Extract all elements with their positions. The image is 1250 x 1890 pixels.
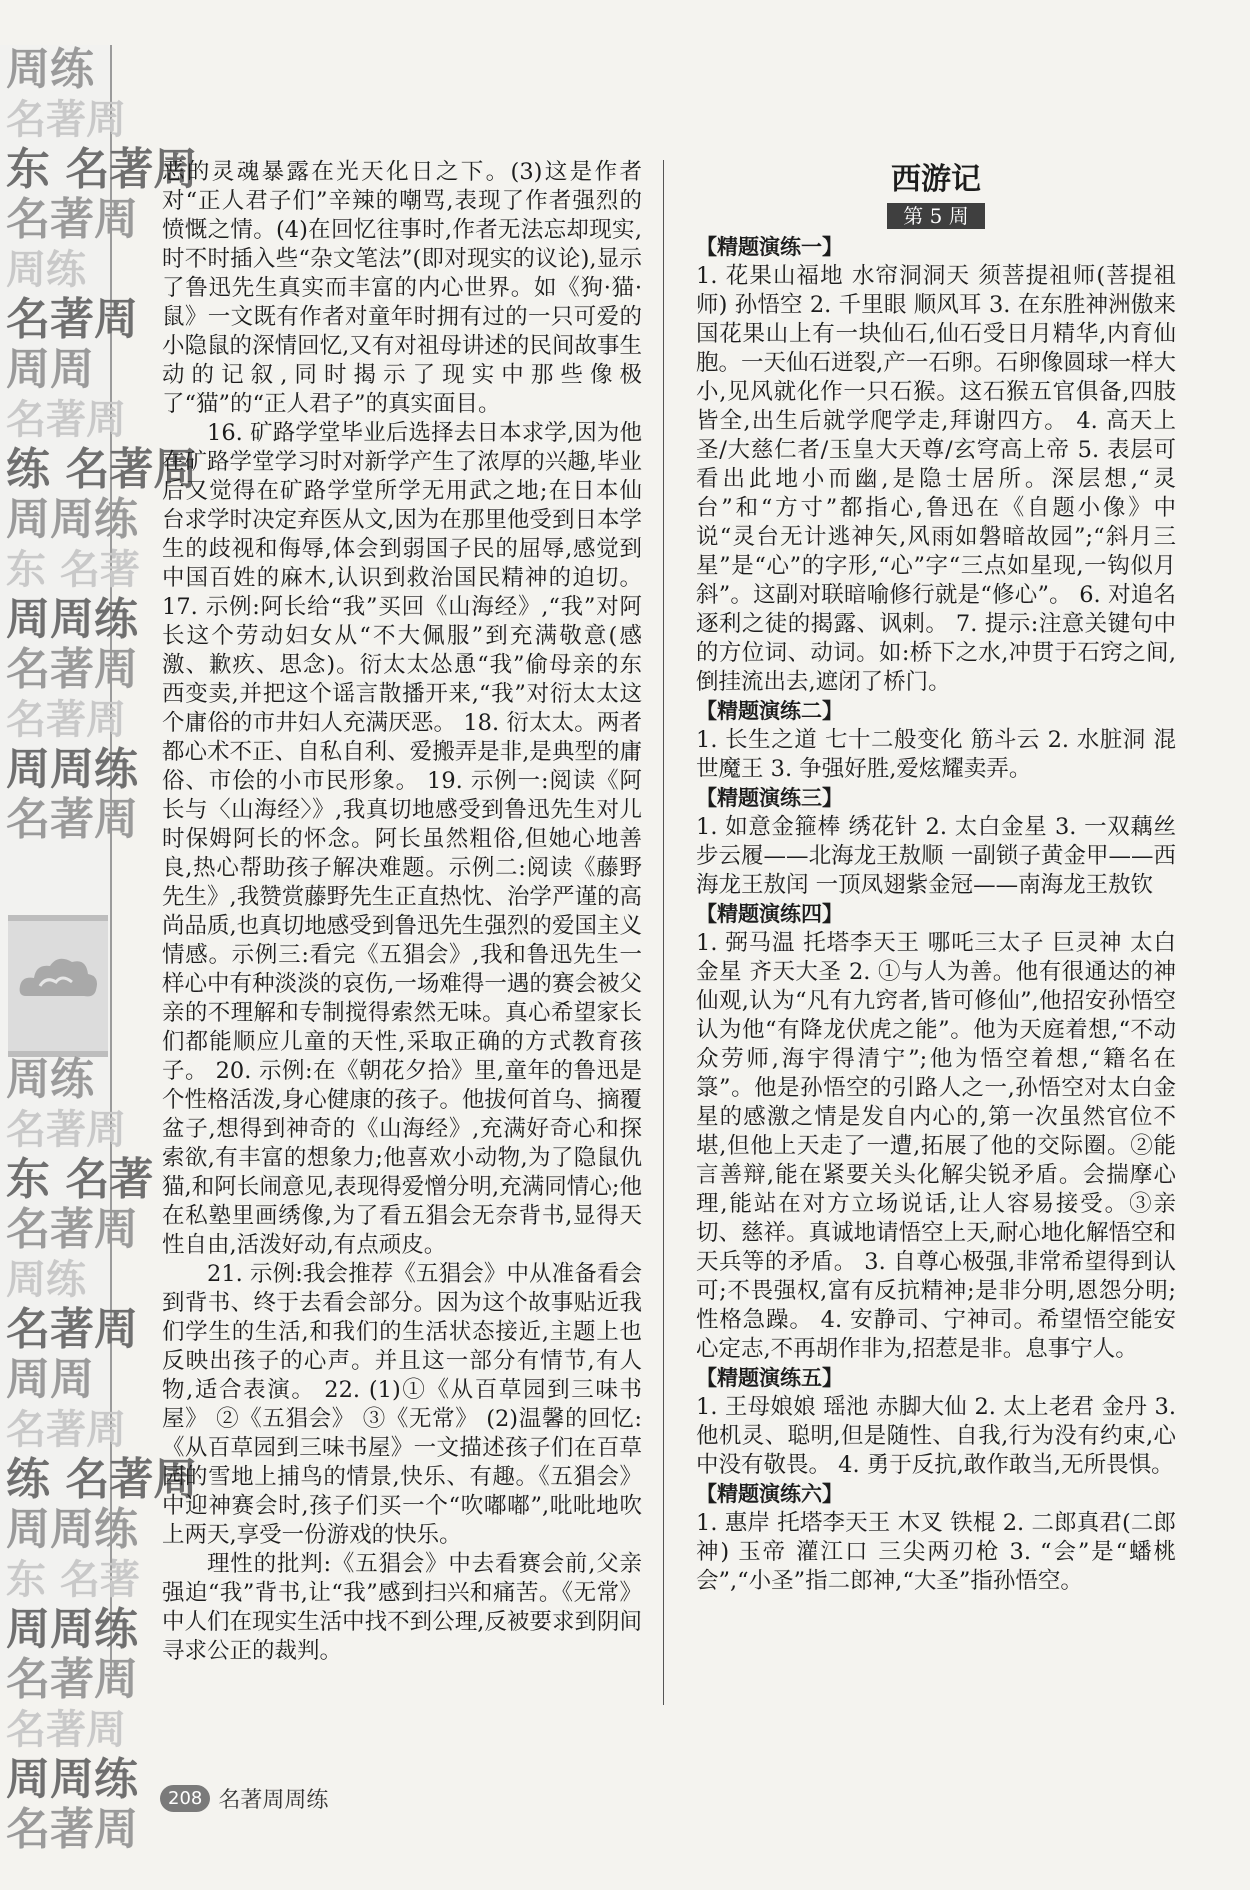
exercise-answer-3: 1. 如意金箍棒 绣花针 2. 太白金星 3. 一双藕丝步云履——北海龙王敖顺 一副锁子黄金甲——西海龙王敖闰 一顶凤翅紫金冠——南海龙王敖钦 (696, 814, 1176, 898)
watermark-line: 周周练 (6, 494, 138, 545)
watermark-line: 名著周 (6, 294, 138, 345)
exercise-heading-6: 【精题演练六】 (696, 1482, 843, 1506)
left-paragraph-2: 16. 矿路学堂毕业后选择去日本求学,因为他在矿路学堂学习时对新学产生了浓厚的兴趣,毕业后又觉得在矿路学堂所学无用武之地;在日本仙台求学时决定弃医从文,因为在那里他受到日本学生的歧视和侮辱,体会到弱国子民的屈辱,感觉到中国百姓的麻木,认识到救治国民精神的迫切。 17. 示例:阿长给“我”买回《山海经》,“我”对阿长这个劳动妇女从“不大佩服”到充满敬意(感激、歉疚、思念)。衍太太怂恿“我”偷母亲的东西变卖,并把这个谣言散播开来,“我”对衍太太这个庸俗的市井妇人充满厌恶。 18. 衍太太。两者都心术不正、自私自利、爱搬弄是非,是典型的庸俗、市侩的小市民形象。 19. 示例一:阅读《阿长与〈山海经〉》,我真切地感受到鲁迅先生对儿时保姆阿长的怀念。阿长虽然粗俗,但她心地善良,热心帮助孩子解决难题。示例二:阅读《藤野先生》,我赞赏藤野先生正直热忱、治学严谨的高尚品质,也真切地感受到鲁迅先生强烈的爱国主义情感。示例三:看完《五猖会》,我和鲁迅先生一样心中有种淡淡的哀伤,一场难得一遇的赛会被父亲的不理解和专制搅得索然无味。真心希望家长们都能顺应儿童的天性,采取正确的方式教育孩子。 20. 示例:在《朝花夕拾》里,童年的鲁迅是个性格活泼,身心健康的孩子。他拔何首乌、摘覆盆子,想得到神奇的《山海经》,充满好奇心和探索欲,有丰富的想象力;他喜欢小动物,为了隐鼠仇猫,和阿长闹意见,表现得爱憎分明,充满同情心;他在私塾里画绣像,为了看五猖会无奈背书,显得天性自由,活泼好动,有点顽皮。 (162, 420, 642, 1258)
watermark-line: 名著周 (6, 1107, 126, 1153)
watermark-line: 名著周 (6, 1204, 138, 1255)
watermark-line: 名著周 (6, 1304, 138, 1355)
page-number: 208 (160, 1785, 210, 1812)
watermark-line: 周周练 (6, 1604, 138, 1655)
left-paragraph-1: 恶的灵魂暴露在光天化日之下。(3)这是作者对“正人君子们”辛辣的嘲骂,表现了作者强烈的愤慨之情。(4)在回忆往事时,作者无法忘却现实,时不时插入些“杂文笔法”(即对现实的议论),显示了鲁迅先生真实而丰富的内心世界。如《狗·猫·鼠》一文既有作者对童年时拥有过的一只可爱的小隐鼠的深情回忆,又有对祖母讲述的民间故事生动的记叙,同时揭示了现实中那些像极了“猫”的“正人君子”的真实面目。 (162, 159, 642, 417)
watermark-line: 东 名著 (6, 1154, 154, 1205)
cloud-icon (16, 946, 100, 1016)
exercise-heading-2: 【精题演练二】 (696, 699, 843, 723)
watermark-line: 名著周 (6, 1804, 138, 1855)
watermark-line: 周周练 (6, 744, 138, 795)
exercise-heading-3: 【精题演练三】 (696, 786, 843, 810)
watermark-line: 名著周 (6, 697, 126, 743)
watermark-line: 东 名著 (6, 547, 140, 593)
watermark-line: 周练 (6, 1257, 86, 1303)
watermark-line: 名著周 (6, 644, 138, 695)
exercise-heading-5: 【精题演练五】 (696, 1366, 843, 1390)
watermark-line: 练 名著周 (6, 444, 198, 495)
left-paragraph-4: 理性的批判:《五猖会》中去看赛会前,父亲强迫“我”背书,让“我”感到扫兴和痛苦。《无常》中人们在现实生活中找不到公理,反被要求到阴间寻求公正的裁判。 (162, 1551, 642, 1664)
watermark-line: 周周练 (6, 1754, 138, 1805)
watermark-line: 名著周 (6, 194, 138, 245)
watermark-line: 名著周 (6, 97, 126, 143)
exercise-answer-4: 1. 弼马温 托塔李天王 哪吒三太子 巨灵神 太白金星 齐天大圣 2. ①与人为善。他有很通达的神仙观,认为“凡有九窍者,皆可修仙”,他招安孙悟空认为他“有降龙伏虎之能”。他为天庭着想,“不动众劳师,海宇得清宁”;他为悟空着想,“籍名在箓”。他是孙悟空的引路人之一,孙悟空对太白金星的感激之情是发自内心的,第一次虽然官位不堪,但他上天走了一遭,拓展了他的交际圈。②能言善辩,能在紧要关头化解尖锐矛盾。会揣摩心理,能站在对方立场说话,让人容易接受。③亲切、慈祥。真诚地请悟空上天,耐心地化解悟空和天兵等的矛盾。 3. 自尊心极强,非常希望得到认可;不畏强权,富有反抗精神;是非分明,恩怨分明;性格急躁。 4. 安静司、宁神司。希望悟空能安心定志,不再胡作非为,招惹是非。息事宁人。 (696, 930, 1176, 1362)
exercise-answer-1: 1. 花果山福地 水帘洞洞天 须菩提祖师(菩提祖师) 孙悟空 2. 千里眼 顺风耳 3. 在东胜神洲傲来国花果山上有一块仙石,仙石受日月精华,内育仙胞。一天仙石迸裂,产一石卵。石卵像圆球一样大小,见风就化作一只石猴。这石猴五官俱备,四肢皆全,出生后就学爬学走,拜谢四方。 4. 高天上圣/大慈仁者/玉皇大天尊/玄穹高上帝 5. 表层可看出此地小而幽,是隐士居所。深层想,“灵台”和“方寸”都指心,鲁迅在《自题小像》中说“灵台无计逃神矢,风雨如磐暗故园”;“斜月三星”是“心”的字形,“心”字“三点如星现,一钩似月斜”。这副对联暗喻修行就是“修心”。 6. 对追名逐利之徒的揭露、讽刺。 7. 提示:注意关键句中的方位词、动词。如:桥下之水,冲贯于石窍之间,倒挂流出去,遮闭了桥门。 (696, 263, 1176, 695)
week-badge: 第 5 周 (887, 203, 984, 229)
watermark-line: 周周 (6, 1354, 94, 1405)
exercise-heading-1: 【精题演练一】 (696, 235, 843, 259)
watermark-line: 名著周 (6, 397, 126, 443)
exercise-heading-4: 【精题演练四】 (696, 902, 843, 926)
exercise-answer-2: 1. 长生之道 七十二般变化 筋斗云 2. 水脏洞 混世魔王 3. 争强好胜,爱炫耀卖弄。 (696, 727, 1176, 782)
watermark-line: 周周练 (6, 594, 138, 645)
left-paragraph-3: 21. 示例:我会推荐《五猖会》中从准备看会到背书、终于去看会部分。因为这个故事贴近我们学生的生活,和我们的生活状态接近,主题上也反映出孩子的心声。并且这一部分有情节,有人物,适合表演。 22. (1)①《从百草园到三味书屋》 ②《五猖会》 ③《无常》 (2)温馨的回忆:《从百草园到三味书屋》一文描述孩子们在百草园的雪地上捕鸟的情景,快乐、有趣。《五猖会》中迎神赛会时,孩子们买一个“吹嘟嘟”,吡吡地吹上两天,享受一份游戏的快乐。 (162, 1261, 642, 1548)
watermark-line: 周周 (6, 344, 94, 395)
watermark-line: 周练 (6, 247, 86, 293)
watermark-line: 练 名著周 (6, 1454, 198, 1505)
right-column (696, 158, 1176, 1596)
cloud-ornament (8, 915, 108, 1057)
left-column (162, 158, 642, 1666)
watermark-line: 周练 (6, 44, 94, 95)
watermark-line: 周练 (6, 1054, 94, 1105)
watermark-line: 名著周 (6, 1707, 126, 1753)
page-footer (160, 1782, 328, 1814)
watermark-line: 东 名著 (6, 1557, 140, 1603)
exercise-answer-5: 1. 王母娘娘 瑶池 赤脚大仙 2. 太上老君 金丹 3. 他机灵、聪明,但是随性、自我,行为没有约束,心中没有敬畏。 4. 勇于反抗,敢作敢当,无所畏惧。 (696, 1394, 1176, 1478)
section-title: 西游记 (891, 162, 981, 197)
footer-book-title: 名著周周练 (218, 1787, 329, 1813)
exercise-answer-6: 1. 惠岸 托塔李天王 木叉 铁棍 2. 二郎真君(二郎神) 玉帝 灌江口 三尖两刃枪 3. “会”是“蟠桃会”,“小圣”指二郎神,“大圣”指孙悟空。 (696, 1510, 1176, 1594)
watermark-line: 名著周 (6, 1654, 138, 1705)
watermark-column (0, 44, 198, 845)
watermark-line: 名著周 (6, 794, 138, 845)
column-divider (663, 160, 664, 1705)
watermark-line: 名著周 (6, 1407, 126, 1453)
watermark-line: 东 名著周 (6, 144, 198, 195)
watermark-line: 周周练 (6, 1504, 138, 1555)
